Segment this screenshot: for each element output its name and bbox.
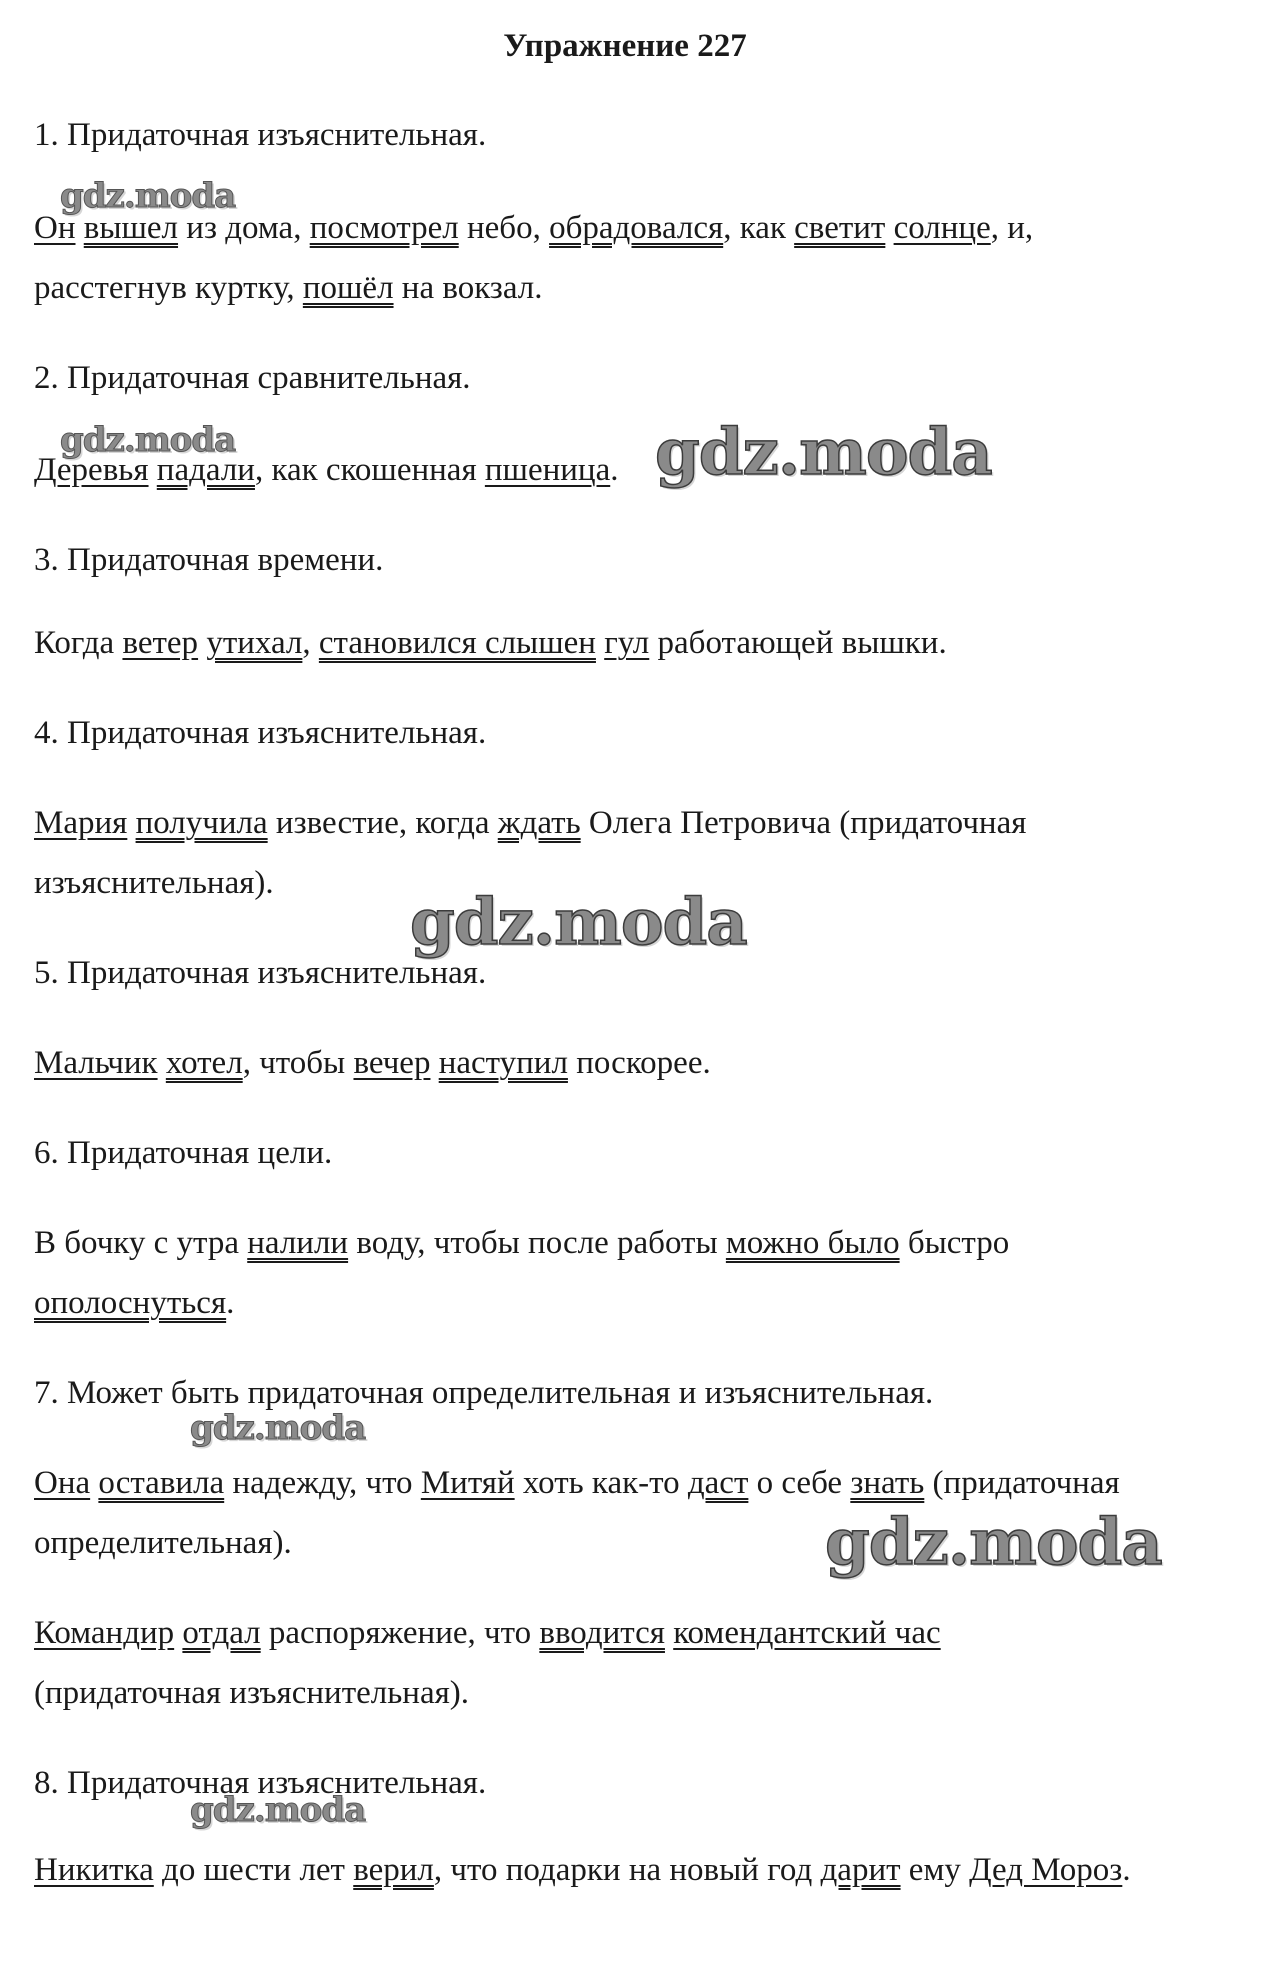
underlined-word: ждать	[497, 805, 581, 841]
text-segment	[76, 210, 84, 246]
underlined-word: можно было	[725, 1225, 900, 1261]
text-segment	[596, 625, 604, 661]
text-segment: , чтобы	[242, 1045, 354, 1081]
text-line	[34, 1852, 1131, 1889]
underlined-word: посмотрел	[309, 210, 459, 246]
text-line	[34, 1525, 292, 1562]
text-segment: воду, чтобы после работы	[348, 1225, 726, 1261]
underlined-word: верил	[353, 1852, 434, 1888]
text-segment: 4. Придаточная изъяснительная.	[34, 715, 487, 751]
watermark: gdz.moda	[655, 415, 992, 490]
underlined-word: Он	[34, 210, 76, 246]
exercise-title: Упражнение 227	[503, 28, 747, 64]
text-line	[34, 805, 1026, 842]
text-line	[34, 1045, 711, 1082]
text-line	[34, 865, 274, 902]
text-line	[34, 1615, 941, 1652]
text-segment: небо,	[458, 210, 550, 246]
watermark: gdz.moda	[410, 885, 747, 960]
text-segment: .	[1122, 1852, 1131, 1888]
text-segment: распоряжение, что	[260, 1615, 540, 1651]
text-segment: (придаточная	[924, 1465, 1120, 1501]
text-segment: работающей вышки.	[649, 625, 947, 661]
text-line	[34, 715, 486, 752]
underlined-word: становился слышен	[318, 625, 596, 661]
underlined-word: дарит	[820, 1852, 901, 1888]
text-segment: расстегнув куртку,	[34, 270, 303, 306]
underlined-word: налили	[247, 1225, 349, 1261]
text-segment: 6. Придаточная цели.	[34, 1135, 333, 1171]
text-segment: изъяснительная).	[34, 865, 274, 901]
underlined-word: пшеница	[484, 452, 611, 488]
text-segment: надежду, что	[224, 1465, 421, 1501]
text-segment: , и,	[990, 210, 1034, 246]
text-segment: , как	[723, 210, 795, 246]
underlined-word: получила	[135, 805, 268, 841]
watermark: gdz.moda	[190, 1408, 366, 1448]
text-line	[34, 955, 486, 992]
watermark: gdz.moda	[825, 1505, 1162, 1580]
text-segment: 8. Придаточная изъяснительная.	[34, 1765, 487, 1801]
underlined-word: гул	[604, 625, 650, 661]
underlined-word: комендантский час	[673, 1615, 941, 1651]
text-segment: известие, когда	[267, 805, 498, 841]
text-segment: .	[226, 1285, 235, 1321]
text-line	[34, 625, 947, 662]
text-line	[34, 1765, 486, 1802]
text-line	[34, 1135, 332, 1172]
text-segment: 7. Может быть придаточная определительная и изъяснительная.	[34, 1375, 934, 1411]
underlined-word: знать	[850, 1465, 925, 1501]
underlined-word: даст	[687, 1465, 749, 1501]
text-segment: быстро	[899, 1225, 1010, 1261]
text-segment	[430, 1045, 438, 1081]
underlined-word: вечер	[353, 1045, 431, 1081]
text-segment: 3. Придаточная времени.	[34, 542, 384, 578]
underlined-word: пошёл	[302, 270, 394, 306]
text-line	[34, 360, 471, 397]
underlined-word: Командир	[34, 1615, 175, 1651]
underlined-word: ополоснуться	[34, 1285, 227, 1321]
underlined-word: обрадовался	[549, 210, 724, 246]
underlined-word: Она	[34, 1465, 91, 1501]
text-line	[34, 1285, 234, 1322]
text-segment	[665, 1615, 673, 1651]
underlined-word: Мария	[34, 805, 128, 841]
text-line	[34, 117, 486, 154]
text-segment: определительная).	[34, 1525, 292, 1561]
text-line	[34, 452, 618, 489]
underlined-word: отдал	[182, 1615, 261, 1651]
text-segment: до шести лет	[153, 1852, 354, 1888]
text-line	[34, 1225, 1009, 1262]
text-segment: В бочку с утра	[34, 1225, 248, 1261]
underlined-word: ветер	[122, 625, 199, 661]
text-segment: хоть как-то	[514, 1465, 688, 1501]
watermark: gdz.moda	[60, 176, 236, 216]
text-segment: (придаточная изъяснительная).	[34, 1675, 470, 1711]
text-segment: 1. Придаточная изъяснительная.	[34, 117, 487, 153]
underlined-word: вышел	[83, 210, 179, 246]
text-line	[34, 542, 383, 579]
text-segment: из дома,	[178, 210, 310, 246]
text-segment: ,	[302, 625, 319, 661]
text-segment: ему	[900, 1852, 970, 1888]
underlined-word: Митяй	[420, 1465, 515, 1501]
watermark: gdz.moda	[190, 1790, 366, 1830]
text-line	[34, 210, 1033, 247]
text-segment: о себе	[748, 1465, 851, 1501]
underlined-word: оставила	[98, 1465, 225, 1501]
underlined-word: падали	[156, 452, 255, 488]
text-segment: , как скошенная	[254, 452, 485, 488]
underlined-word: Никитка	[34, 1852, 154, 1888]
text-segment: поскорее.	[567, 1045, 711, 1081]
text-segment	[885, 210, 893, 246]
underlined-word: светит	[794, 210, 886, 246]
text-line	[34, 270, 543, 307]
text-segment	[149, 452, 157, 488]
text-segment: , что подарки на новый год	[433, 1852, 821, 1888]
text-line	[34, 1375, 933, 1412]
underlined-word: Деревья	[34, 452, 149, 488]
text-segment: Олега Петровича (придаточная	[580, 805, 1027, 841]
text-segment: на вокзал.	[393, 270, 543, 306]
underlined-word: хотел	[165, 1045, 243, 1081]
text-segment	[158, 1045, 166, 1081]
underlined-word: наступил	[438, 1045, 568, 1081]
underlined-word: вводится	[539, 1615, 665, 1651]
underlined-word: Мальчик	[34, 1045, 158, 1081]
text-segment: .	[610, 452, 619, 488]
watermark: gdz.moda	[60, 420, 236, 460]
text-line	[34, 1465, 1120, 1502]
underlined-word: утихал	[206, 625, 303, 661]
text-segment	[127, 805, 135, 841]
text-segment: 2. Придаточная сравнительная.	[34, 360, 471, 396]
underlined-word: солнце	[893, 210, 991, 246]
text-segment: Когда	[34, 625, 123, 661]
underlined-word: Дед Мороз	[969, 1852, 1123, 1888]
text-line	[34, 1675, 469, 1712]
text-segment: 5. Придаточная изъяснительная.	[34, 955, 487, 991]
